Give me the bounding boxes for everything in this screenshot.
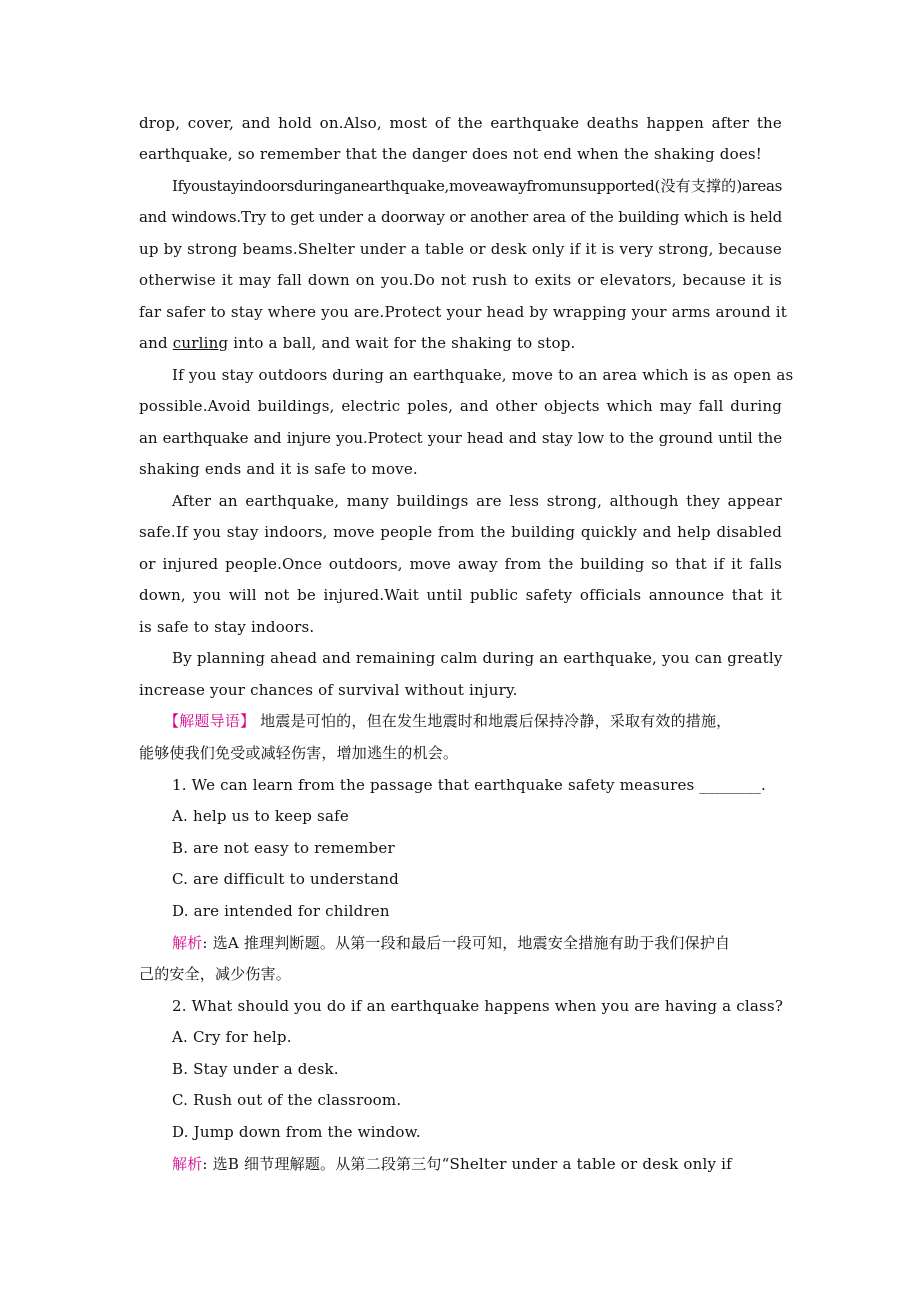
paragraph-line: or injured people.Once outdoors, move away from the building so that if it falls <box>139 555 782 573</box>
answer-line <box>172 1154 794 1174</box>
option-c: C. Rush out of the classroom. <box>172 1091 402 1109</box>
answer-line <box>172 933 784 953</box>
paragraph-line: possible.Avoid buildings, electric poles, and other objects which may fall during <box>139 397 782 415</box>
answer-text: : 选B 细节理解题。从第二段第三句“Shelter under a table or desk only if <box>202 1155 732 1173</box>
option-d: D. are intended for children <box>172 902 390 920</box>
option-b: B. are not easy to remember <box>172 839 395 857</box>
option-a: A. help us to keep safe <box>172 807 349 825</box>
question-1: 1. We can learn from the passage that earthquake safety measures ________. <box>172 776 766 794</box>
text-span: and <box>139 334 173 352</box>
answer-tag: 解析 <box>172 1155 203 1173</box>
option-a: A. Cry for help. <box>172 1028 292 1046</box>
paragraph-line: increase your chances of survival without injury. <box>139 681 518 699</box>
paragraph-line: safe.If you stay indoors, move people from the building quickly and help disabled <box>139 523 782 541</box>
guide-line <box>164 711 784 731</box>
paragraph-line: If you stay outdoors during an earthquake, move to an area which is as open as <box>172 366 794 384</box>
paragraph-line: far safer to stay where you are.Protect your head by wrapping your arms around it <box>139 303 788 321</box>
paragraph-line: an earthquake and injure you.Protect your head and stay low to the ground until the <box>139 429 782 447</box>
answer-text: : 选A 推理判断题。从第一段和最后一段可知，地震安全措施有助于我们保护自 <box>202 934 731 952</box>
paragraph-line: is safe to stay indoors. <box>139 618 315 636</box>
paragraph-line: and windows.Try to get under a doorway or another area of the building which is held <box>139 208 782 226</box>
paragraph-line: down, you will not be injured.Wait until public safety officials announce that it <box>139 586 782 604</box>
answer-tag: 解析 <box>172 934 203 952</box>
paragraph-line: otherwise it may fall down on you.Do not rush to exits or elevators, because it is <box>139 271 782 289</box>
option-b: B. Stay under a desk. <box>172 1060 339 1078</box>
paragraph-line: up by strong beams.Shelter under a table or desk only if it is very strong, because <box>139 240 782 258</box>
guide-tag: 【解题导语】 <box>164 712 256 730</box>
paragraph-line <box>139 333 782 353</box>
paragraph-line: Ifyoustayindoorsduringanearthquake,moveawayfromunsupported(没有支撑的)areas <box>172 177 782 195</box>
paragraph-line: By planning ahead and remaining calm during an earthquake, you can greatly <box>172 649 783 667</box>
underlined-word: curling <box>172 334 229 352</box>
paragraph-line: After an earthquake, many buildings are less strong, although they appear <box>172 492 782 510</box>
text-span: into a ball, and wait for the shaking to stop. <box>228 334 576 352</box>
option-c: C. are difficult to understand <box>172 870 399 888</box>
option-d: D. Jump down from the window. <box>172 1123 421 1141</box>
paragraph-line: earthquake, so remember that the danger does not end when the shaking does! <box>139 145 763 163</box>
answer-line: 己的安全，减少伤害。 <box>139 965 292 983</box>
question-2: 2. What should you do if an earthquake happens when you are having a class? <box>172 997 784 1015</box>
guide-line: 能够使我们免受或减轻伤害，增加逃生的机会。 <box>139 744 459 762</box>
guide-text: 地震是可怕的，但在发生地震时和地震后保持冷静，采取有效的措施， <box>255 712 732 730</box>
paragraph-line: drop, cover, and hold on.Also, most of the earthquake deaths happen after the <box>139 114 782 132</box>
paragraph-line: shaking ends and it is safe to move. <box>139 460 418 478</box>
